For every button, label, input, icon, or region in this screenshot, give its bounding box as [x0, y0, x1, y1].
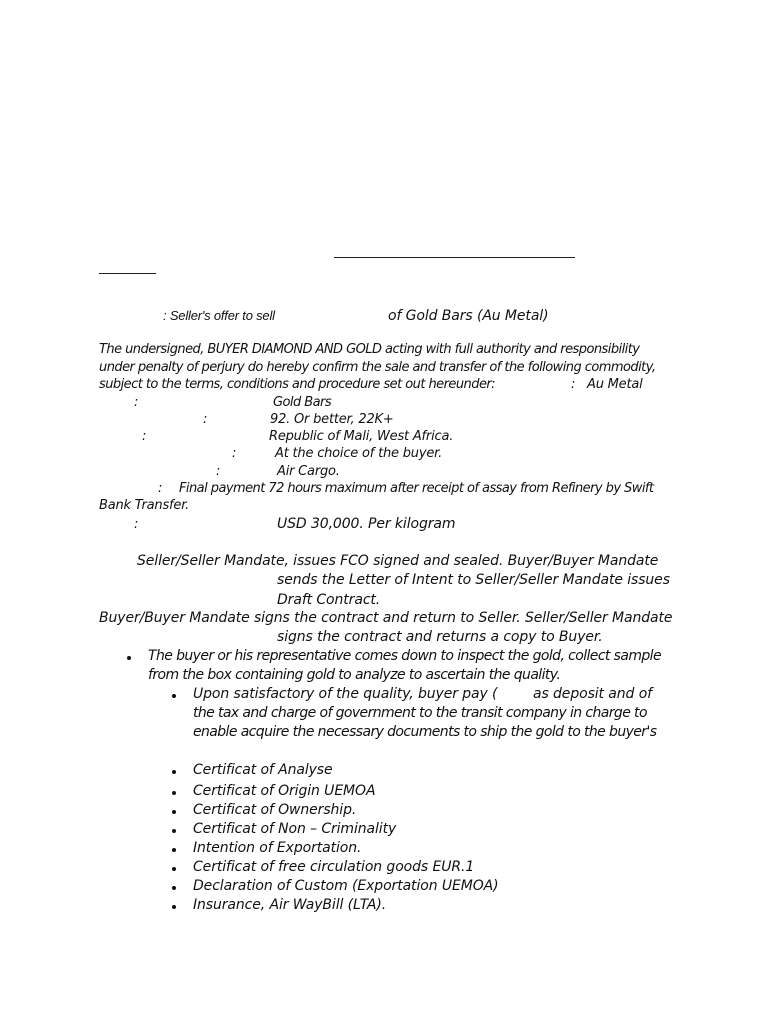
- procedure-line-4: Buyer/Buyer Mandate signs the contract and return to Seller. Seller/Seller Mandate: [99, 610, 673, 626]
- offer-suffix: of Gold Bars (Au Metal): [388, 308, 549, 324]
- bullet-icon: [172, 694, 176, 698]
- procedure-line-2: sends the Letter of Intent to Seller/Seller Mandate issues: [277, 572, 670, 588]
- procedure-line-5: signs the contract and returns a copy to Buyer.: [277, 629, 603, 645]
- spec-value-price: USD 30,000. Per kilogram: [277, 516, 456, 532]
- spec-sep: :: [142, 429, 147, 444]
- spec-value-metal: Au Metal: [587, 377, 643, 392]
- procedure-line-3: Draft Contract.: [277, 592, 381, 608]
- signature-underline: [334, 257, 575, 258]
- intro-line-3: subject to the terms, conditions and procedure set out hereunder:: [99, 377, 496, 392]
- spec-value-purity: 92. Or better, 22K+: [270, 412, 394, 427]
- spec-value-payment: Final payment 72 hours maximum after receipt of assay from Refinery by Swift: [179, 481, 654, 496]
- document-label: Declaration of Custom (Exportation UEMOA): [193, 878, 499, 894]
- spec-value-shipping: Air Cargo.: [277, 464, 340, 479]
- spec-sep: :: [134, 395, 139, 410]
- spec-sep: :: [232, 446, 237, 461]
- document-label: Certificat of Non – Criminality: [193, 821, 397, 837]
- deposit-line-1a: Upon satisfactory of the quality, buyer pay (: [193, 686, 498, 702]
- bullet-icon: [172, 810, 176, 814]
- spec-sep: :: [571, 377, 576, 392]
- document-label: Certificat of Ownership.: [193, 802, 357, 818]
- spec-sep: :: [158, 481, 163, 496]
- spec-value-origin: Republic of Mali, West Africa.: [269, 429, 454, 444]
- bullet-icon: [172, 791, 176, 795]
- deposit-line-3: enable acquire the necessary documents to ship the gold to the buyer's: [193, 724, 657, 740]
- document-label: Insurance, Air WayBill (LTA).: [193, 897, 387, 913]
- spec-value-payment-cont: Bank Transfer.: [99, 498, 190, 513]
- bullet-icon: [172, 770, 176, 774]
- document-label: Certificat of Analyse: [193, 762, 333, 778]
- bullet-icon: [172, 867, 176, 871]
- spec-sep: :: [203, 412, 208, 427]
- deposit-line-2: the tax and charge of government to the transit company in charge to: [193, 705, 647, 721]
- spec-value-form: Gold Bars: [273, 395, 332, 410]
- inspection-line-2: from the box containing gold to analyze to ascertain the quality.: [148, 667, 561, 683]
- procedure-line-1: Seller/Seller Mandate, issues FCO signed and sealed. Buyer/Buyer Mandate: [137, 553, 659, 569]
- intro-line-1: The undersigned, BUYER DIAMOND AND GOLD acting with full authority and responsibility: [99, 342, 640, 357]
- bullet-icon: [172, 829, 176, 833]
- spec-sep: :: [216, 464, 221, 479]
- spec-value-destination: At the choice of the buyer.: [275, 446, 443, 461]
- offer-prefix: : Seller's offer to sell: [163, 308, 275, 323]
- bullet-icon: [172, 848, 176, 852]
- bullet-icon: [127, 656, 131, 660]
- bullet-icon: [172, 886, 176, 890]
- bullet-icon: [172, 905, 176, 909]
- heading-underline: [99, 273, 156, 274]
- document-label: Certificat of free circulation goods EUR.1: [193, 859, 475, 875]
- inspection-line-1: The buyer or his representative comes down to inspect the gold, collect sample: [148, 648, 661, 664]
- document-label: Certificat of Origin UEMOA: [193, 783, 376, 799]
- deposit-line-1b: as deposit and of: [533, 686, 652, 702]
- intro-line-2: under penalty of perjury do hereby confirm the sale and transfer of the following commodity,: [99, 360, 656, 375]
- spec-sep: :: [134, 517, 139, 532]
- document-label: Intention of Exportation.: [193, 840, 362, 856]
